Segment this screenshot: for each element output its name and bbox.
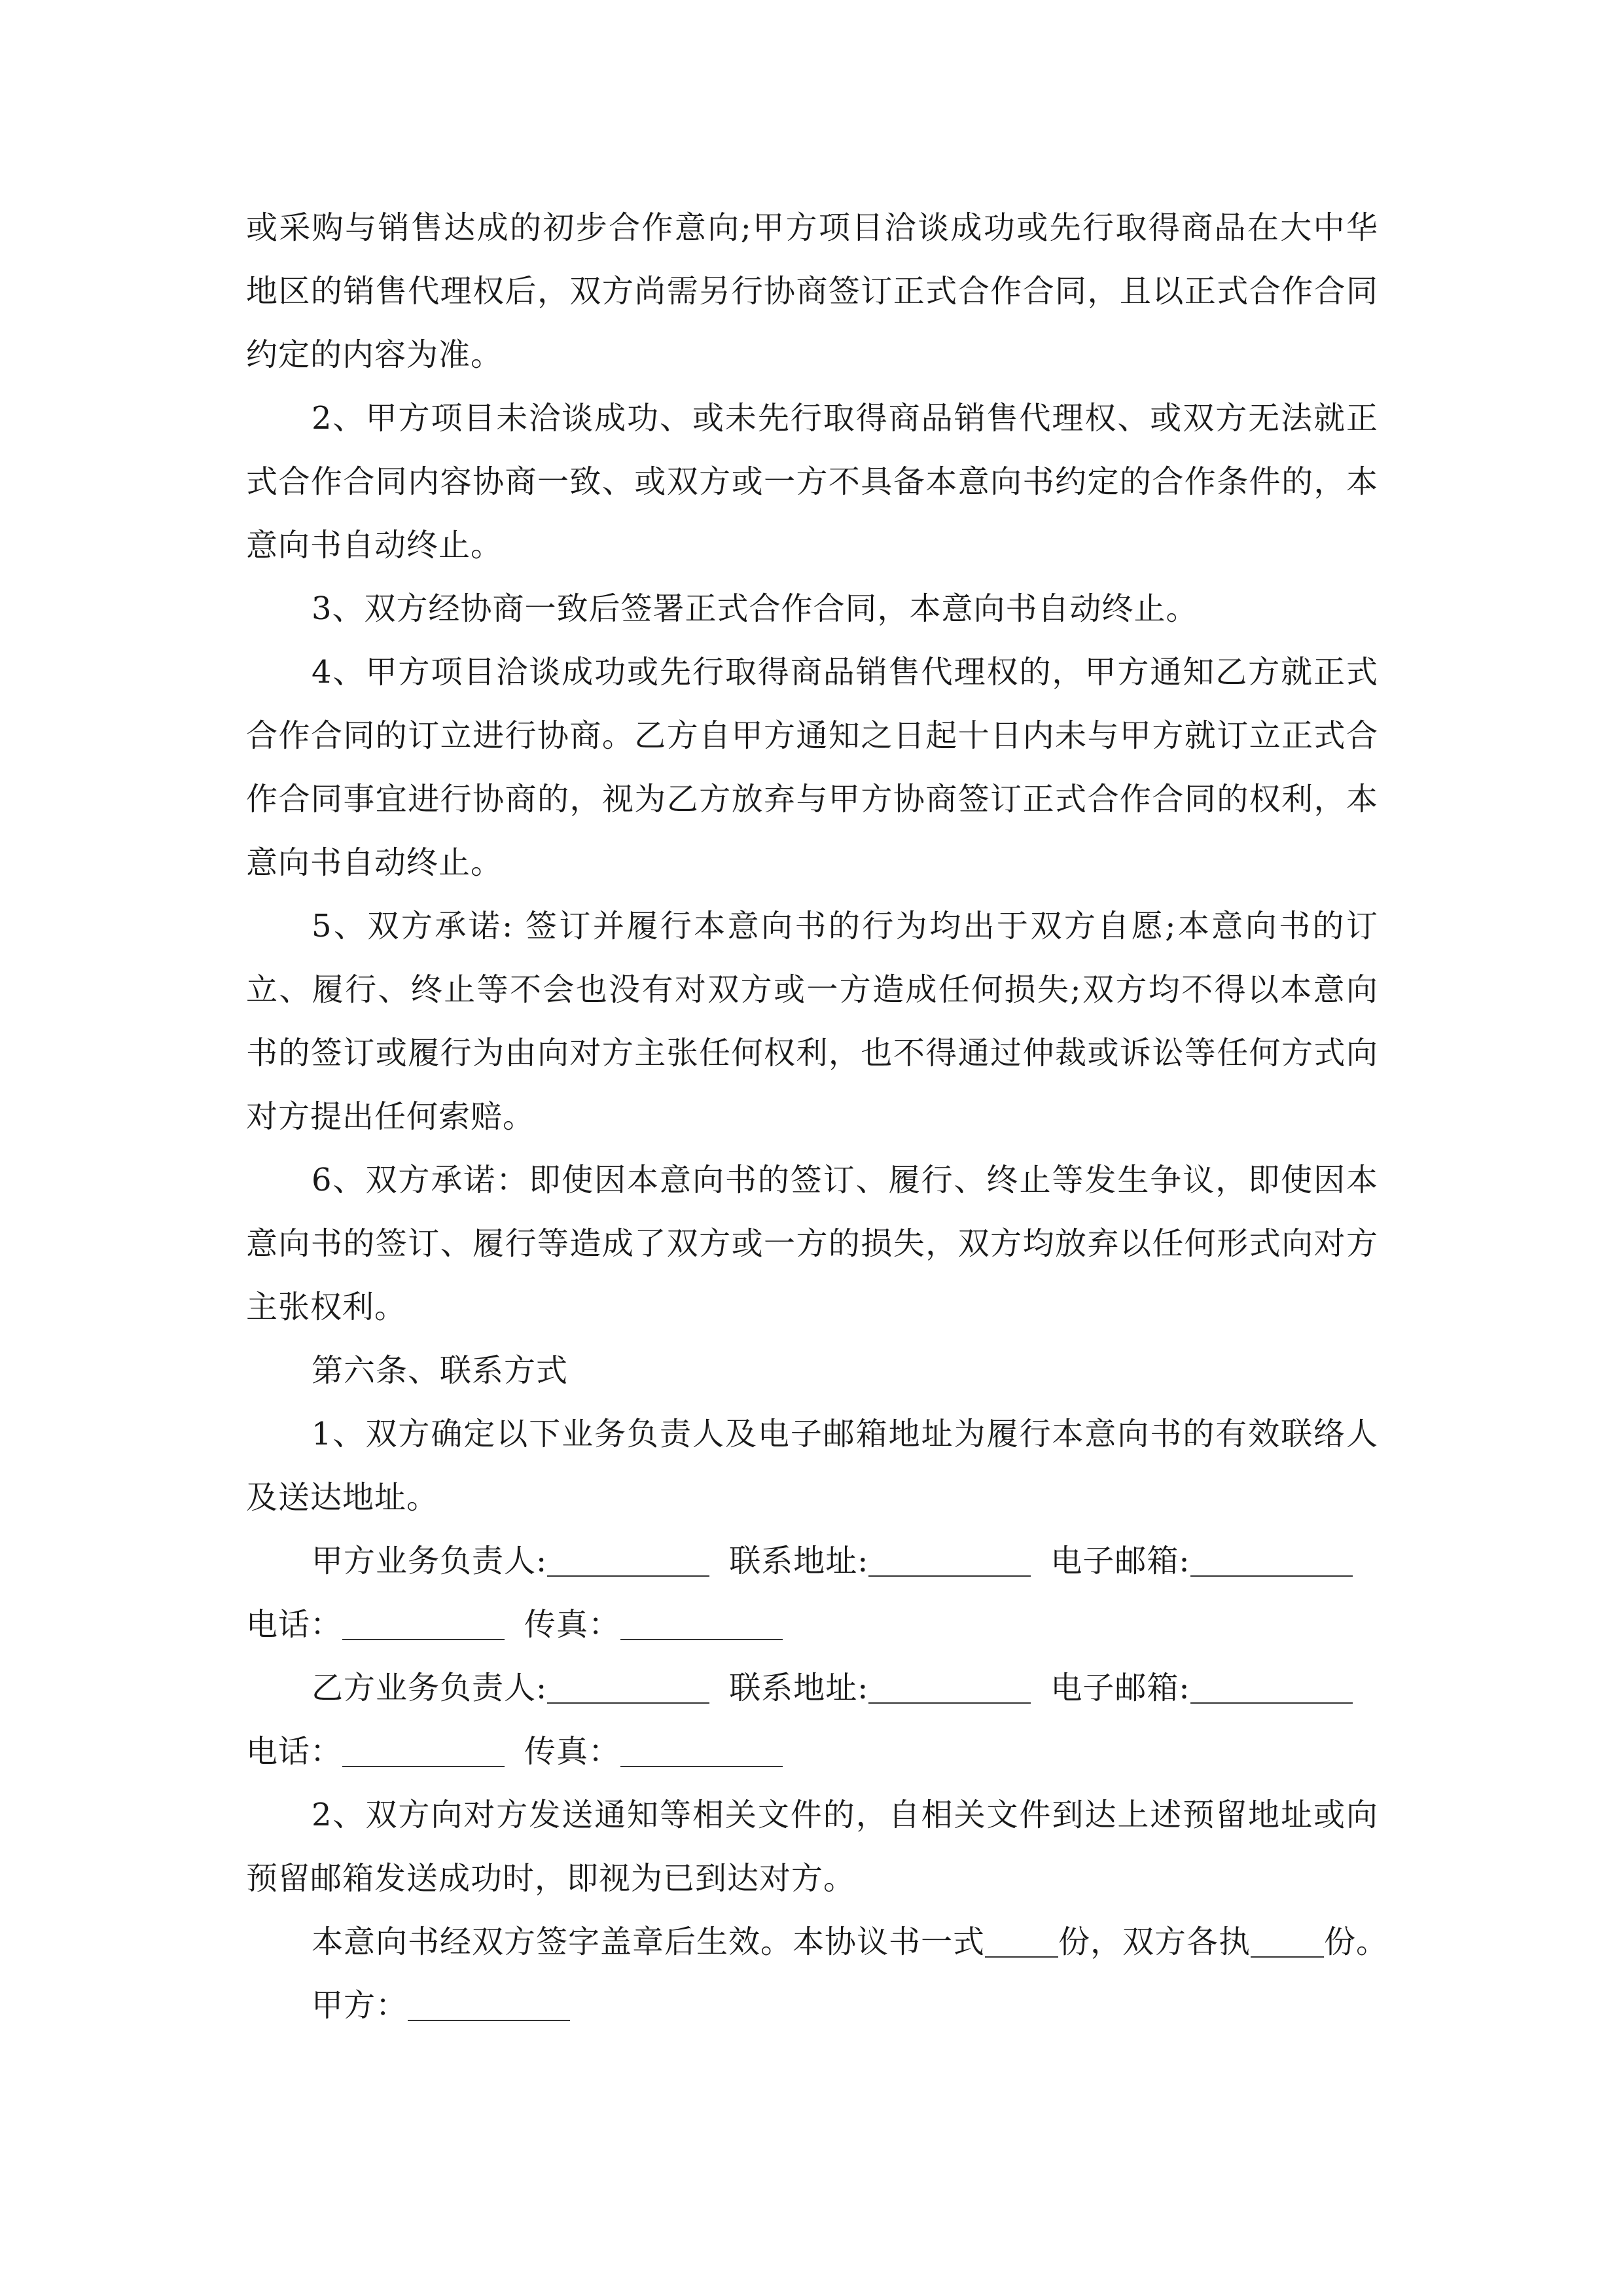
party-a-email-field[interactable] [1190,1547,1353,1577]
closing-part-3: 份。 [1324,1924,1389,1960]
closing-part-1: 本意向书经双方签字盖章后生效。本协议书一式 [312,1924,986,1960]
party-b-fax-label: 传真： [524,1733,621,1770]
party-a-phone-label: 电话： [246,1606,343,1643]
party-b-person-label: 乙方业务负责人: [312,1670,548,1706]
party-b-contact-row-1 [246,1657,1378,1720]
clause-5: 5、双方承诺: 签订并履行本意向书的行为均出于双方自愿;本意向书的订立、履行、终止等不会也没有对双方或一方造成任何损失;双方均不得以本意向书的签订或履行为由向对方主张任何权利，也不得通过仲裁或诉讼等任何方式向对方提出任何索赔。 [246,908,1378,1135]
party-b-fax-field[interactable] [620,1737,783,1767]
clause-4: 4、甲方项目洽谈成功或先行取得商品销售代理权的，甲方通知乙方就正式合作合同的订立进行协商。乙方自甲方通知之日起十日内未与甲方就订立正式合作合同事宜进行协商的，视为乙方放弃与甲方协商签订正式合作合同的权利，本意向书自动终止。 [246,654,1378,881]
closing-statement [246,1910,1389,1974]
paragraph-intent-scope: 或采购与销售达成的初步合作意向;甲方项目洽谈成功或先行取得商品在大中华地区的销售代理权后，双方尚需另行协商签订正式合作合同，且以正式合作合同约定的内容为准。 [246,209,1378,373]
document-body [246,196,1389,2037]
party-a-signature-row [246,1974,1378,2037]
clause-6: 6、双方承诺：即使因本意向书的签订、履行、终止等发生争议，即使因本意向书的签订、履行等造成了双方或一方的损失，双方均放弃以任何形式向对方主张权利。 [246,1162,1378,1325]
closing-part-2: 份，双方各执 [1058,1924,1251,1960]
party-a-phone-field[interactable] [342,1610,505,1640]
party-a-person-field[interactable] [547,1547,709,1577]
party-b-phone-field[interactable] [342,1737,505,1767]
party-b-email-label: 电子邮箱: [1050,1670,1190,1706]
contact-clause-1: 1、双方确定以下业务负责人及电子邮箱地址为履行本意向书的有效联络人及送达地址。 [246,1416,1378,1516]
party-a-contact-row-1 [246,1530,1378,1593]
party-a-address-label: 联系地址: [729,1543,869,1579]
party-a-address-field[interactable] [868,1547,1031,1577]
article-6-heading: 第六条、联系方式 [312,1352,569,1389]
party-b-address-label: 联系地址: [729,1670,869,1706]
party-a-signature-label: 甲方： [312,1987,408,2024]
party-a-person-label: 甲方业务负责人: [312,1543,548,1579]
party-a-signature-field[interactable] [408,1991,570,2021]
party-b-contact-row-2 [246,1720,1378,1784]
party-b-phone-label: 电话： [246,1733,343,1770]
party-a-email-label: 电子邮箱: [1050,1543,1190,1579]
party-b-person-field[interactable] [547,1674,709,1704]
clause-2: 2、甲方项目未洽谈成功、或未先行取得商品销售代理权、或双方无法就正式合作合同内容协商一致、或双方或一方不具备本意向书约定的合作条件的，本意向书自动终止。 [246,400,1378,564]
party-a-fax-label: 传真： [524,1606,621,1643]
copies-total-field[interactable] [985,1928,1058,1958]
party-b-email-field[interactable] [1190,1674,1353,1704]
copies-each-field[interactable] [1251,1928,1324,1958]
clause-3: 3、双方经协商一致后签署正式合作合同，本意向书自动终止。 [312,590,1198,627]
party-b-address-field[interactable] [868,1674,1031,1704]
contact-clause-2: 2、双方向对方发送通知等相关文件的，自相关文件到达上述预留地址或向预留邮箱发送成功时，即视为已到达对方。 [246,1797,1378,1897]
party-a-fax-field[interactable] [620,1610,783,1640]
party-a-contact-row-2 [246,1593,1378,1657]
